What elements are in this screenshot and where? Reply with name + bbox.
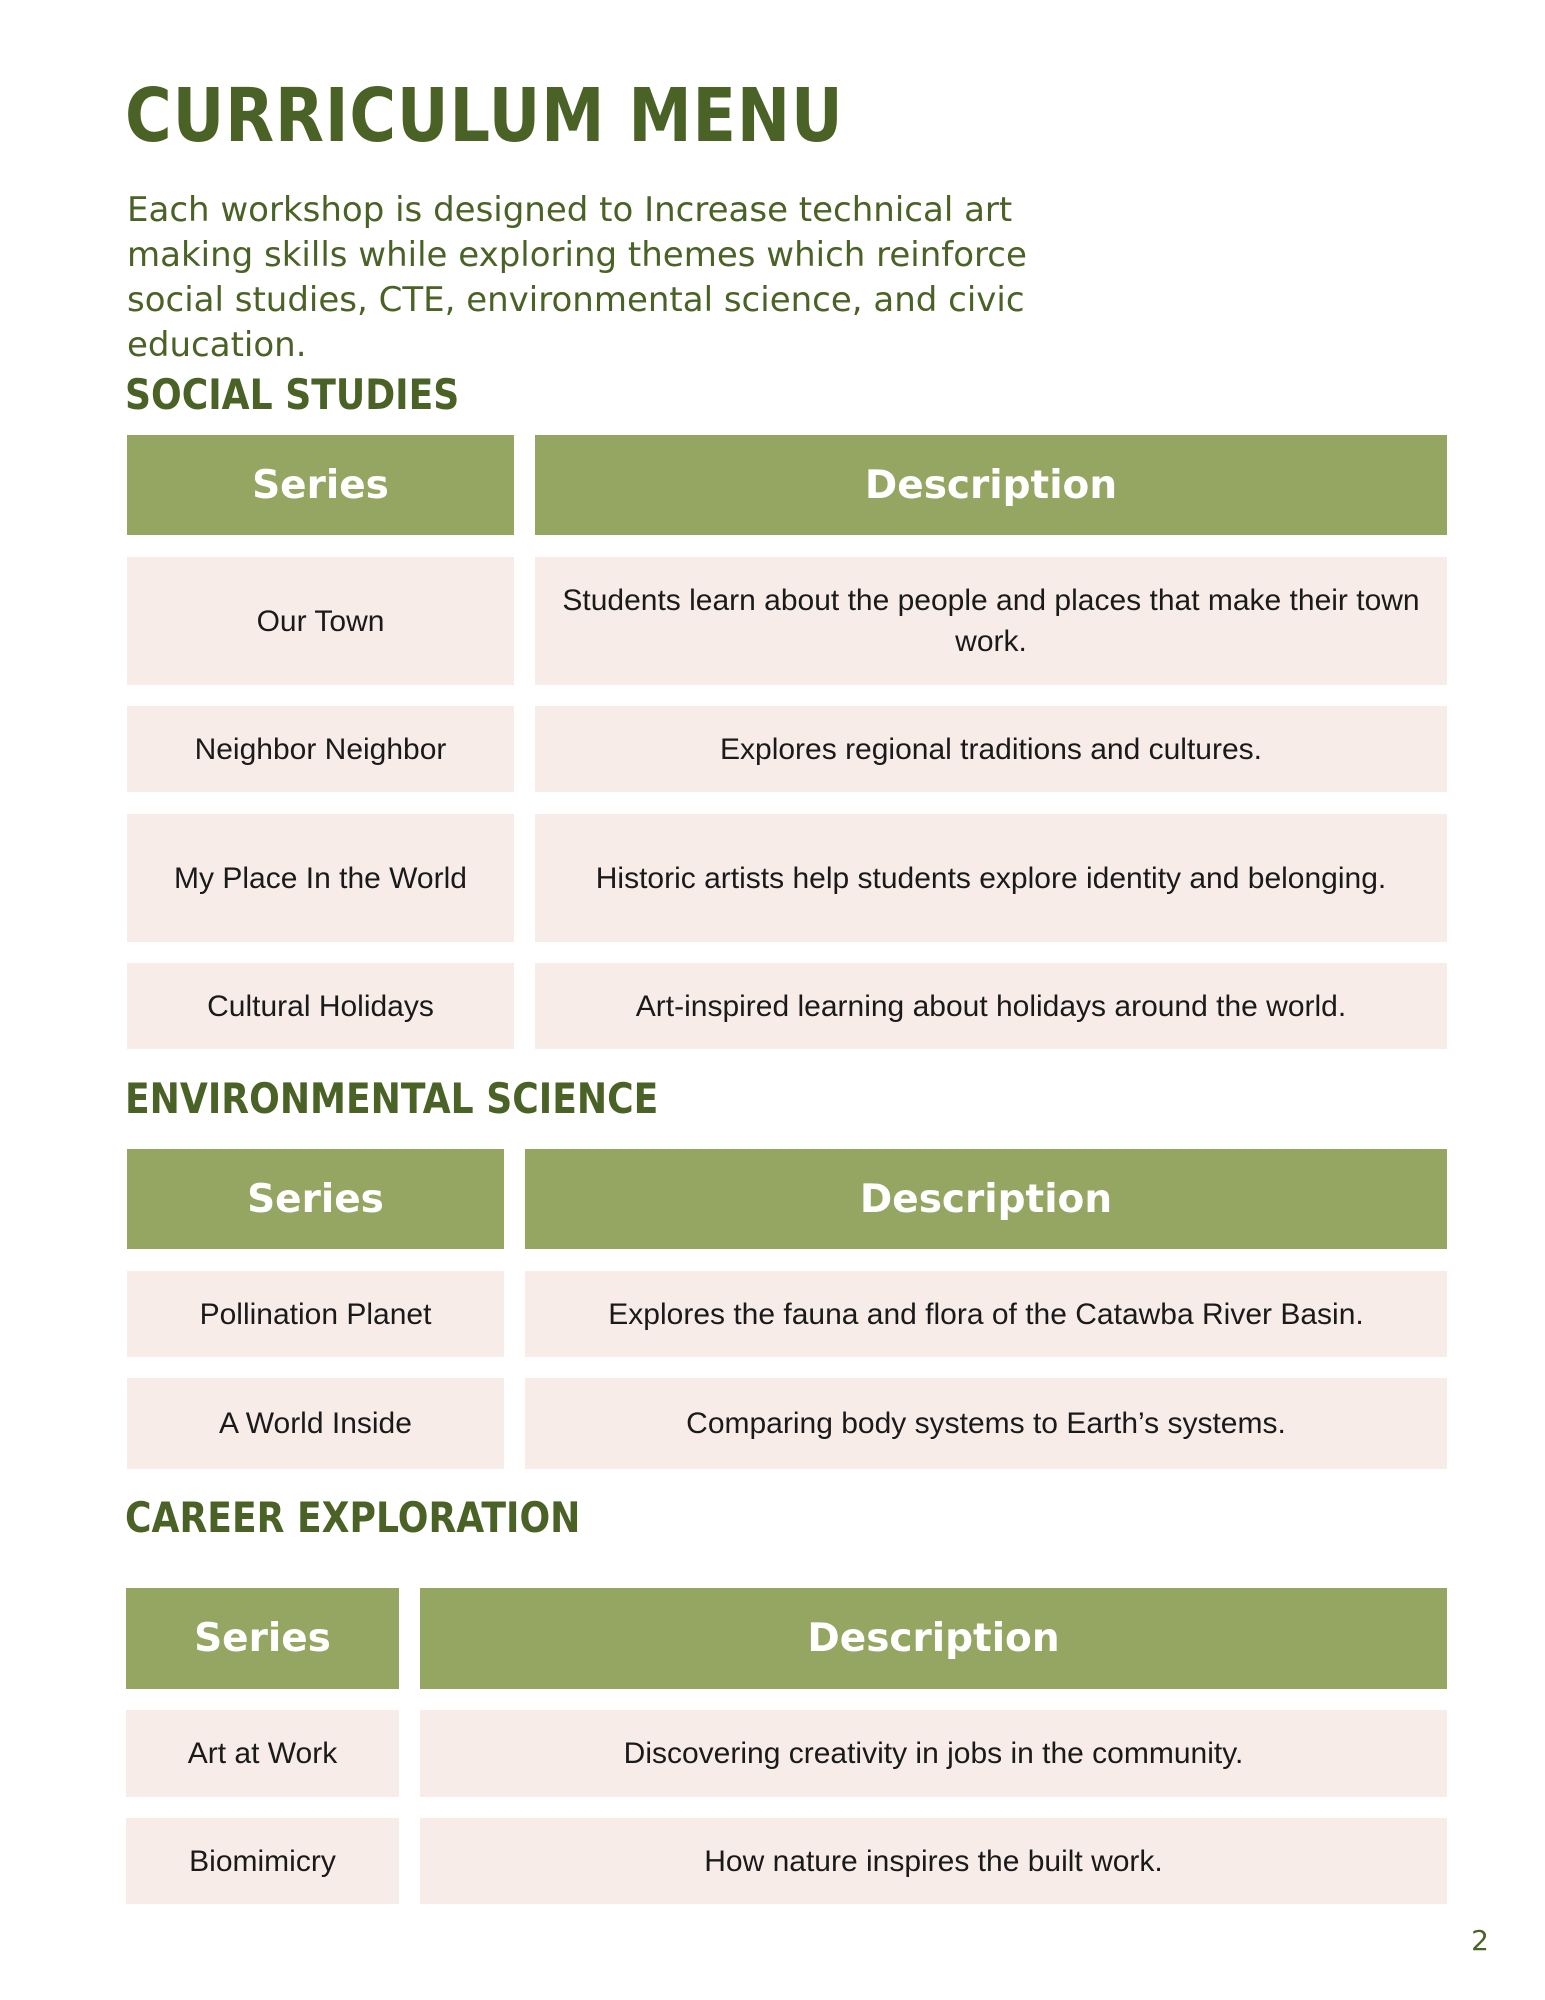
- page-title: CURRICULUM MENU: [125, 73, 844, 159]
- table-row-description: Art-inspired learning about holidays around the world.: [535, 963, 1447, 1049]
- table-row-description: Explores the fauna and flora of the Catawba River Basin.: [525, 1271, 1447, 1357]
- table-row-series: A World Inside: [127, 1378, 504, 1469]
- column-header-series: Series: [127, 1149, 504, 1249]
- table-row-series: My Place In the World: [127, 814, 514, 942]
- column-header-series: Series: [127, 435, 514, 535]
- table-row-series: Art at Work: [126, 1710, 399, 1797]
- intro-paragraph: Each workshop is designed to Increase technical art making skills while exploring themes which reinforce social studies, CTE, environmental science, and civic education.: [127, 190, 1027, 365]
- section-title-career-exploration: CAREER EXPLORATION: [125, 1493, 581, 1542]
- table-row-series: Cultural Holidays: [127, 963, 514, 1049]
- table-row-series: Neighbor Neighbor: [127, 706, 514, 792]
- column-header-series: Series: [126, 1588, 399, 1689]
- table-row-description: Historic artists help students explore identity and belonging.: [535, 814, 1447, 942]
- table-row-description: Students learn about the people and places that make their town work.: [535, 557, 1447, 685]
- page-number: 2: [1471, 1924, 1489, 1957]
- column-header-description: Description: [525, 1149, 1447, 1249]
- table-row-description: How nature inspires the built work.: [420, 1818, 1447, 1904]
- column-header-description: Description: [420, 1588, 1447, 1689]
- table-row-series: Our Town: [127, 557, 514, 685]
- table-row-description: Comparing body systems to Earth’s systems.: [525, 1378, 1447, 1469]
- table-row-series: Pollination Planet: [127, 1271, 504, 1357]
- column-header-description: Description: [535, 435, 1447, 535]
- table-row-series: Biomimicry: [126, 1818, 399, 1904]
- table-row-description: Discovering creativity in jobs in the community.: [420, 1710, 1447, 1797]
- section-title-social-studies: SOCIAL STUDIES: [125, 370, 460, 419]
- section-title-environmental-science: ENVIRONMENTAL SCIENCE: [125, 1074, 659, 1123]
- table-row-description: Explores regional traditions and cultures.: [535, 706, 1447, 792]
